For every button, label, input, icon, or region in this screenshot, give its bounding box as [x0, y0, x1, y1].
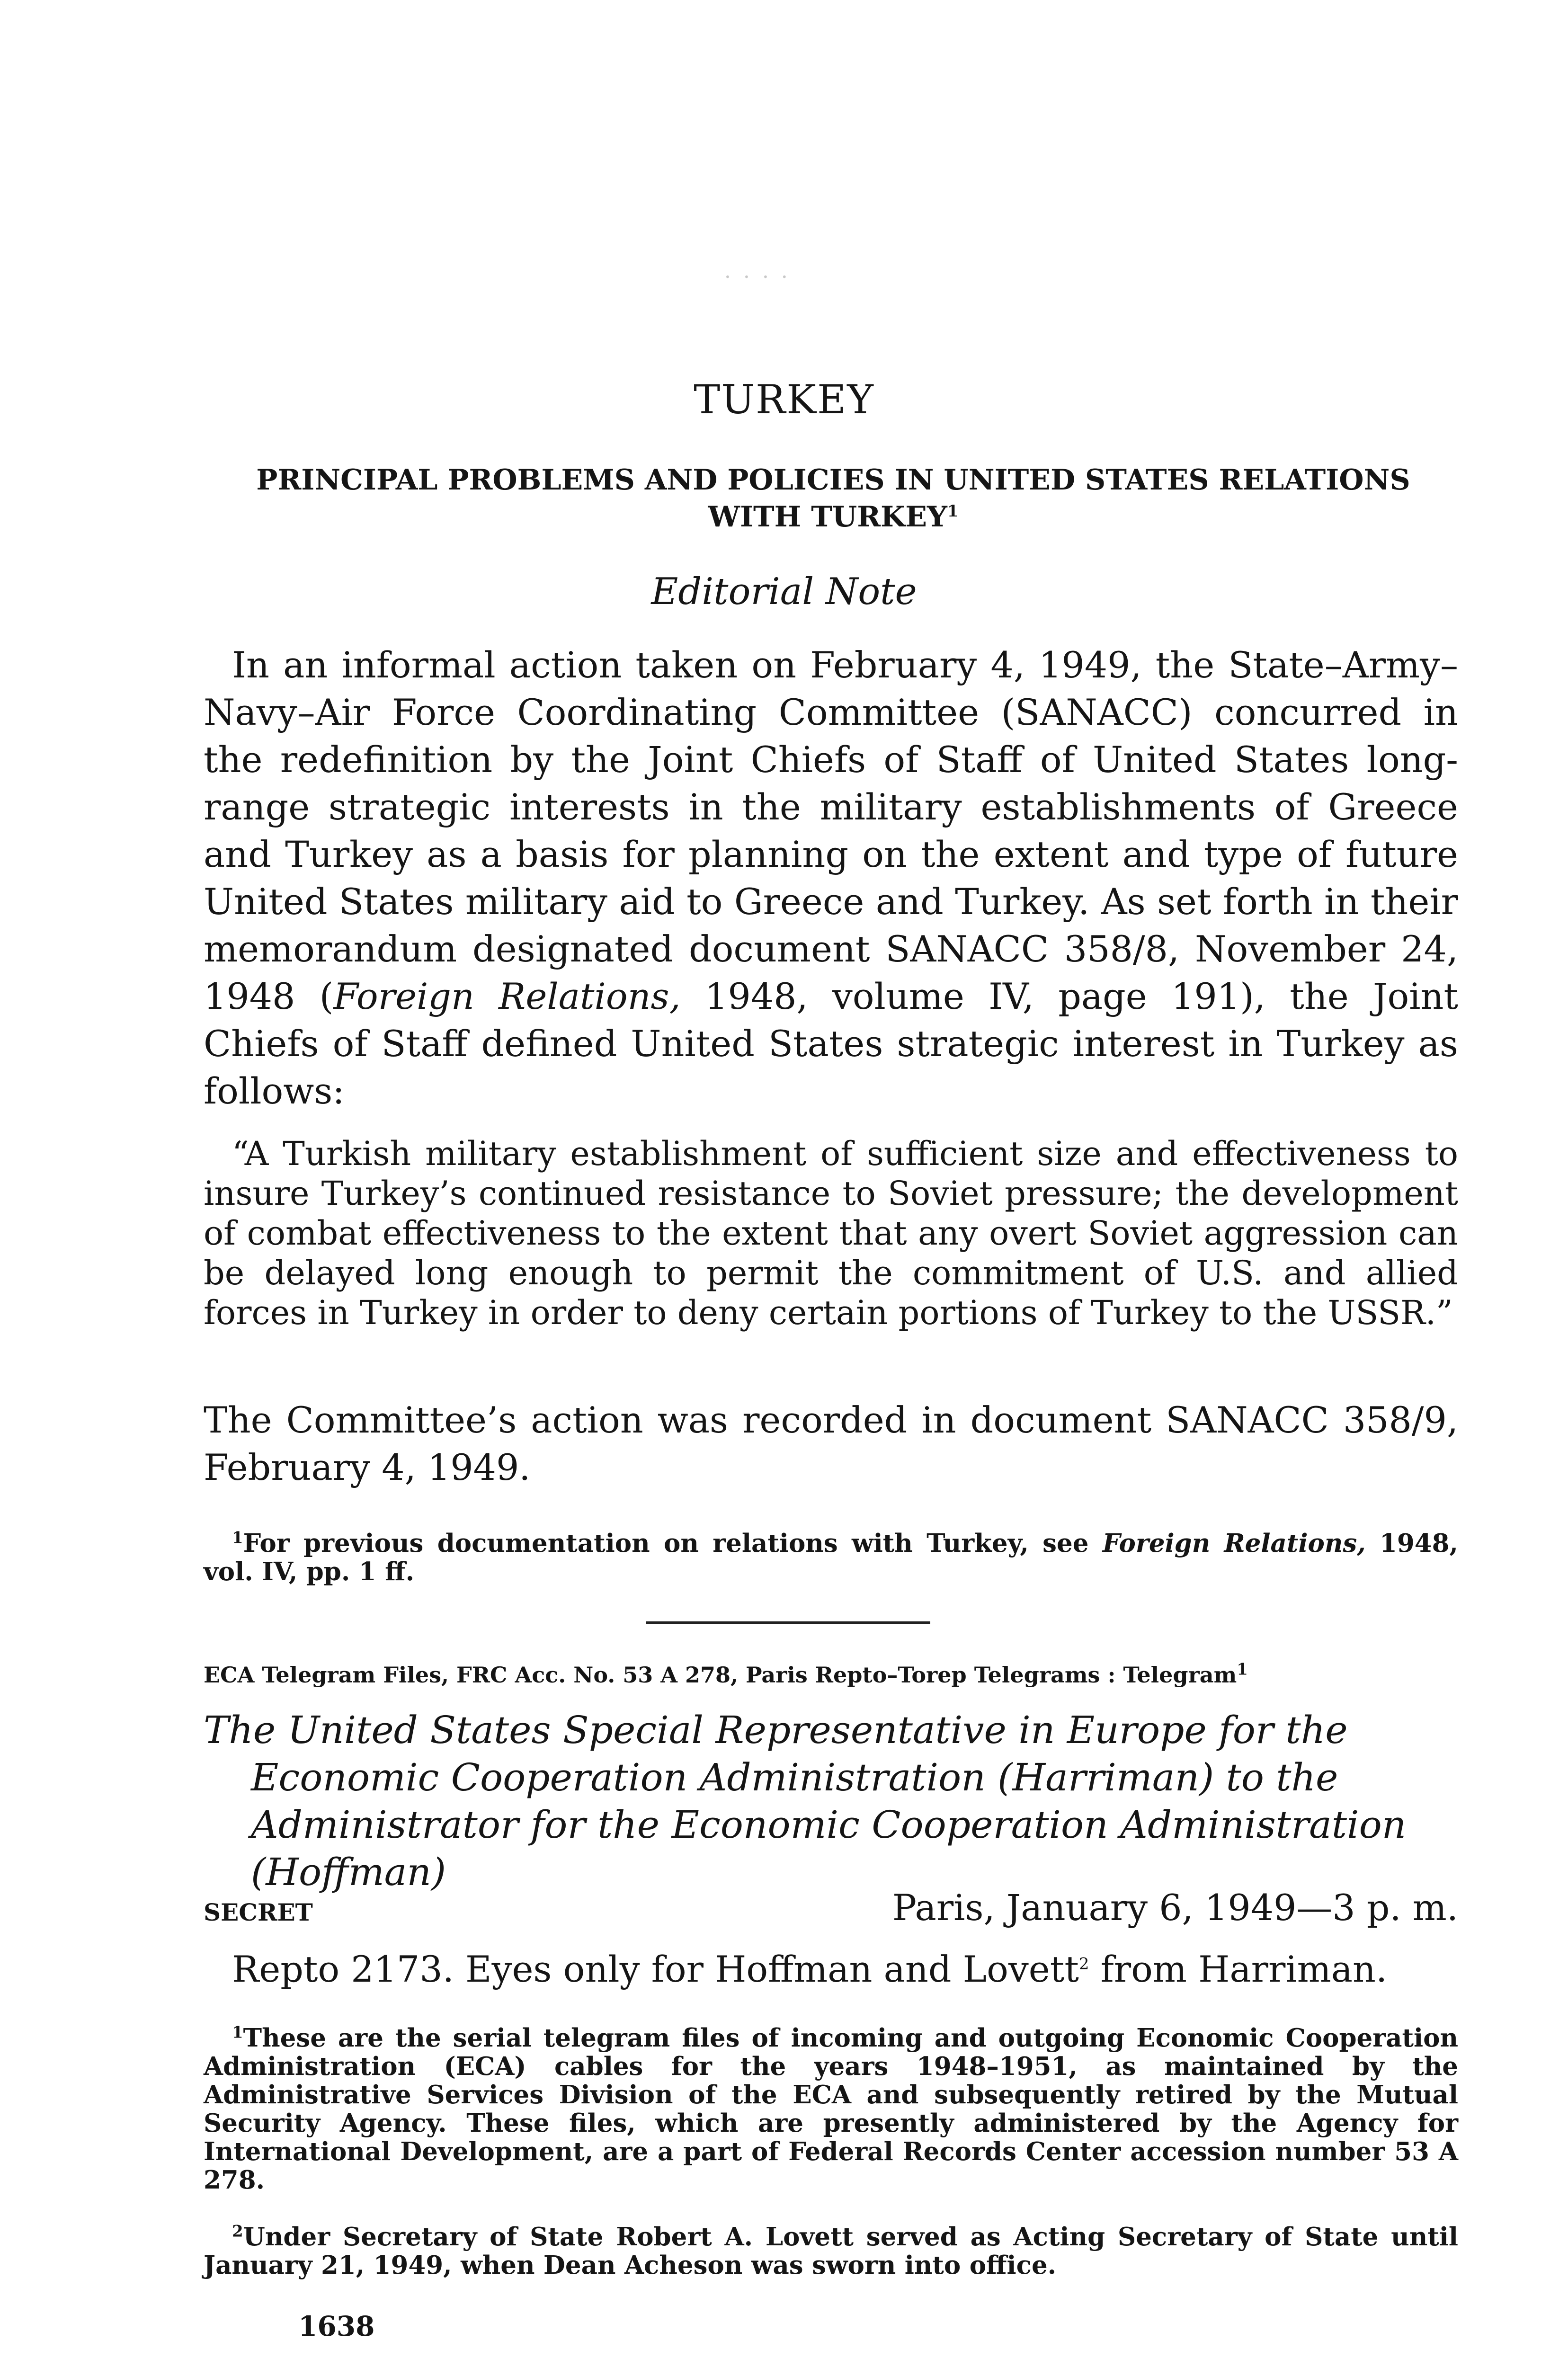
page-number: 1638: [298, 2310, 375, 2342]
footnote: $^1$These are the serial telegram files of incoming and outgoing Economic Cooperation Administration (ECA) cables for the years 1948–1951, as maintained by the Administrative Services Division of the ECA and subsequently retired by the Mutual Security Agency. These files, which are presently administered by the Agency for International Development, are a part of Federal Records Center accession number 53 A 278.: [204, 2023, 1458, 2195]
footnote: $^1$For previous documentation on relations with Turkey, see Foreign Relations, 1948, vol. IV, pp. 1 ff.: [204, 1528, 1458, 1586]
document-source: ECA Telegram Files, FRC Acc. No. 53 A 278, Paris Repto–Torep Telegrams : Telegram$^1$: [204, 1660, 1248, 1688]
scan-smudge: · · · ·: [724, 265, 791, 289]
place-date-line: Paris, January 6, 1949—3 p. m.: [892, 1886, 1458, 1929]
section-title-line1: PRINCIPAL PROBLEMS AND POLICIES IN UNITED STATES RELATIONS: [256, 463, 1410, 497]
quoted-statement: “A Turkish military establishment of sufficient size and effectiveness to insure Turkey’s continued resistance to Soviet pressure; the development of combat effectiveness to the extent that any overt Soviet aggression can be delayed long enough to permit the commitment of U.S. and allied forces in Turkey in order to deny certain portions of Turkey to the USSR.”: [204, 1134, 1458, 1332]
section-title: [189, 462, 1477, 535]
editorial-paragraph: In an informal action taken on February 4, 1949, the State–Army–Navy–Air Force Coordinating Committee (SANACC) concurred in the redefinition by the Joint Chiefs of Staff of United States long-range strategic interests in the military establishments of Greece and Turkey as a basis for planning on the extent and type of future United States military aid to Greece and Turkey. As set forth in their memorandum designated document SANACC 358/8, November 24, 1948 (Foreign Relations, 1948, volume IV, page 191), the Joint Chiefs of Staff defined United States strategic interest in Turkey as follows:: [204, 644, 1458, 1112]
country-title: TURKEY: [694, 376, 874, 423]
footnote-marker: 1: [947, 502, 959, 521]
citation-reference: Foreign Relations,: [1102, 1529, 1366, 1558]
section-divider: [646, 1621, 930, 1624]
footnote: $^2$Under Secretary of State Robert A. Lovett served as Acting Secretary of State until January 21, 1949, when Dean Acheson was sworn into office.: [204, 2222, 1458, 2280]
citation-reference: Foreign Relations,: [333, 975, 681, 1017]
note-heading: Editorial Note: [651, 570, 917, 613]
classification-label: SECRET: [204, 1898, 313, 1926]
footnote-marker: 2: [1078, 1954, 1089, 1974]
document-title: The United States Special Representative in Europe for the Economic Cooperation Administration (Harriman) to the Administrator for the Economic Cooperation Administration (Hoffman): [204, 1708, 1407, 1894]
section-title-line2: WITH TURKEY$^1$: [708, 500, 959, 534]
telegram-body: Repto 2173. Eyes only for Hoffman and Lovett$^2$ from Harriman.: [232, 1948, 1388, 1990]
editorial-paragraph-2: The Committee’s action was recorded in document SANACC 358/9, February 4, 1949.: [204, 1399, 1458, 1488]
